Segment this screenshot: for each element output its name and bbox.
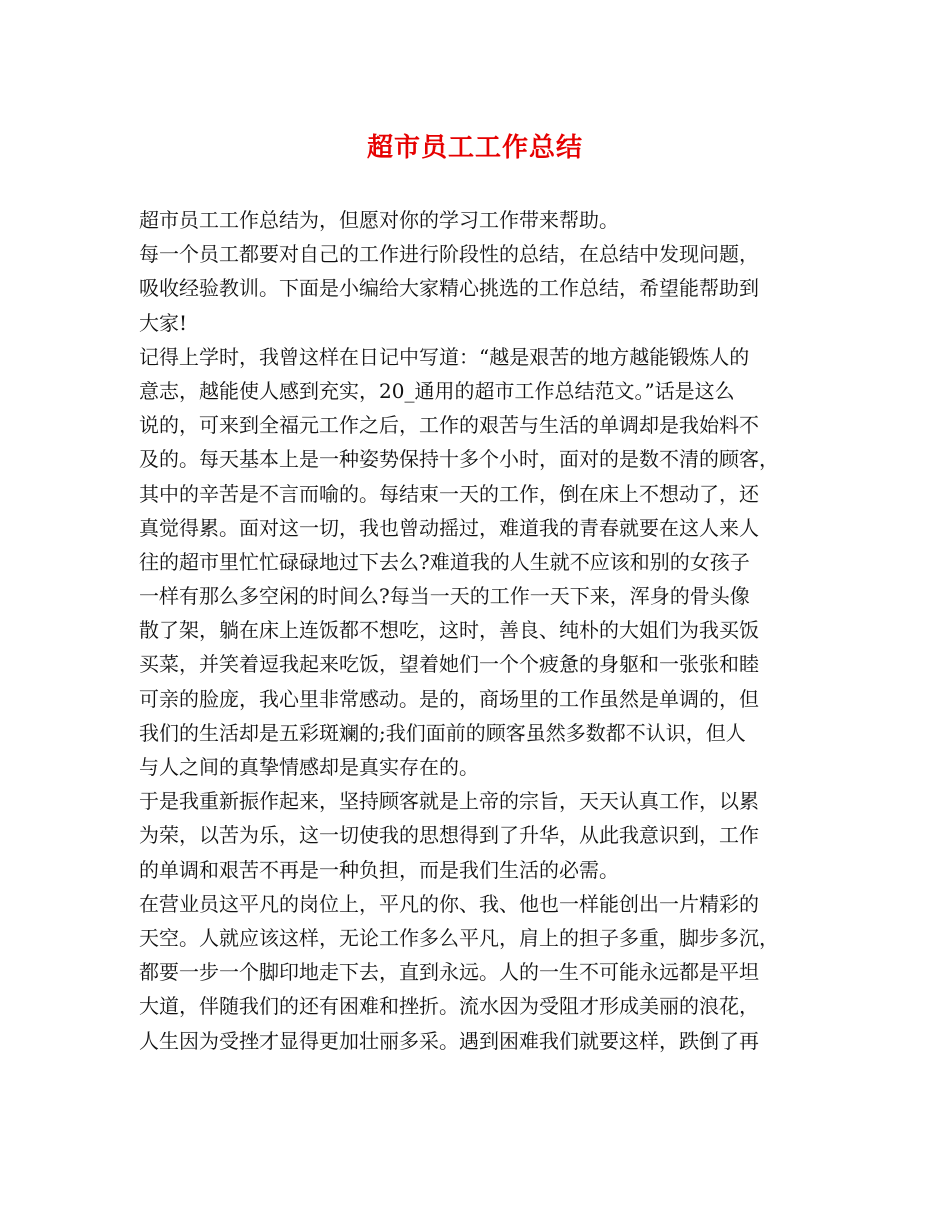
text-line: 大道，伴随我们的还有困难和挫折。流水因为受阻才形成美丽的浪花，: [139, 994, 759, 1019]
text-line: 都要一步一个脚印地走下去，直到永远。人的一生不可能永远都是平坦: [139, 960, 759, 985]
text-line: 及的。每天基本上是一种姿势保持十多个小时，面对的是数不清的顾客，: [139, 447, 779, 472]
text-line: 可亲的脸庞，我心里非常感动。是的，商场里的工作虽然是单调的，但: [139, 686, 759, 711]
text-line: 散了架，躺在床上连饭都不想吃，这时，善良、纯朴的大姐们为我买饭: [139, 618, 759, 643]
text-line: 说的，可来到全福元工作之后，工作的艰苦与生活的单调却是我始料不: [139, 413, 759, 438]
text-line: 每一个员工都要对自己的工作进行阶段性的总结，在总结中发现问题，: [139, 242, 759, 267]
text-line: 于是我重新振作起来，坚持顾客就是上帝的宗旨，天天认真工作，以累: [139, 789, 759, 814]
text-line: 吸收经验教训。下面是小编给大家精心挑选的工作总结，希望能帮助到: [139, 276, 759, 301]
text-line: 我们的生活却是五彩斑斓的;我们面前的顾客虽然多数都不认识，但人: [139, 720, 746, 745]
text-line: 的单调和艰苦不再是一种负担，而是我们生活的必需。: [139, 857, 619, 882]
text-line: 其中的辛苦是不言而喻的。每结束一天的工作，倒在床上不想动了，还: [139, 481, 759, 506]
text-line: 与人之间的真挚情感却是真实存在的。: [139, 755, 479, 779]
text-line: 记得上学时，我曾这样在日记中写道：“越是艰苦的地方越能锻炼人的: [139, 344, 750, 369]
document-title: 超市员工工作总结: [366, 133, 583, 163]
text-line: 超市员工工作总结为，但愿对你的学习工作带来帮助。: [139, 208, 619, 232]
text-line: 一样有那么多空闲的时间么?每当一天的工作一天下来，浑身的骨头像: [139, 584, 750, 609]
text-line: 真觉得累。面对这一切，我也曾动摇过，难道我的青春就要在这人来人: [139, 515, 759, 540]
text-line: 意志，越能使人感到充实，20_通用的超市工作总结范文。”话是这么: [139, 378, 735, 403]
text-line: 大家!: [139, 310, 188, 335]
text-line: 为荣，以苦为乐，这一切使我的思想得到了升华，从此我意识到，工作: [139, 823, 759, 848]
document-body: [139, 203, 819, 1058]
text-line: 人生因为受挫才显得更加壮丽多采。遇到困难我们就要这样，跌倒了再: [139, 1028, 759, 1053]
text-line: 往的超市里忙忙碌碌地过下去么?难道我的人生就不应该和别的女孩子: [139, 549, 750, 574]
text-line: 在营业员这平凡的岗位上，平凡的你、我、他也一样能创出一片精彩的: [139, 891, 759, 916]
text-line: 买菜，并笑着逗我起来吃饭，望着她们一个个疲惫的身躯和一张张和睦: [139, 652, 759, 677]
text-line: 天空。人就应该这样，无论工作多么平凡，肩上的担子多重，脚步多沉，: [139, 925, 779, 950]
